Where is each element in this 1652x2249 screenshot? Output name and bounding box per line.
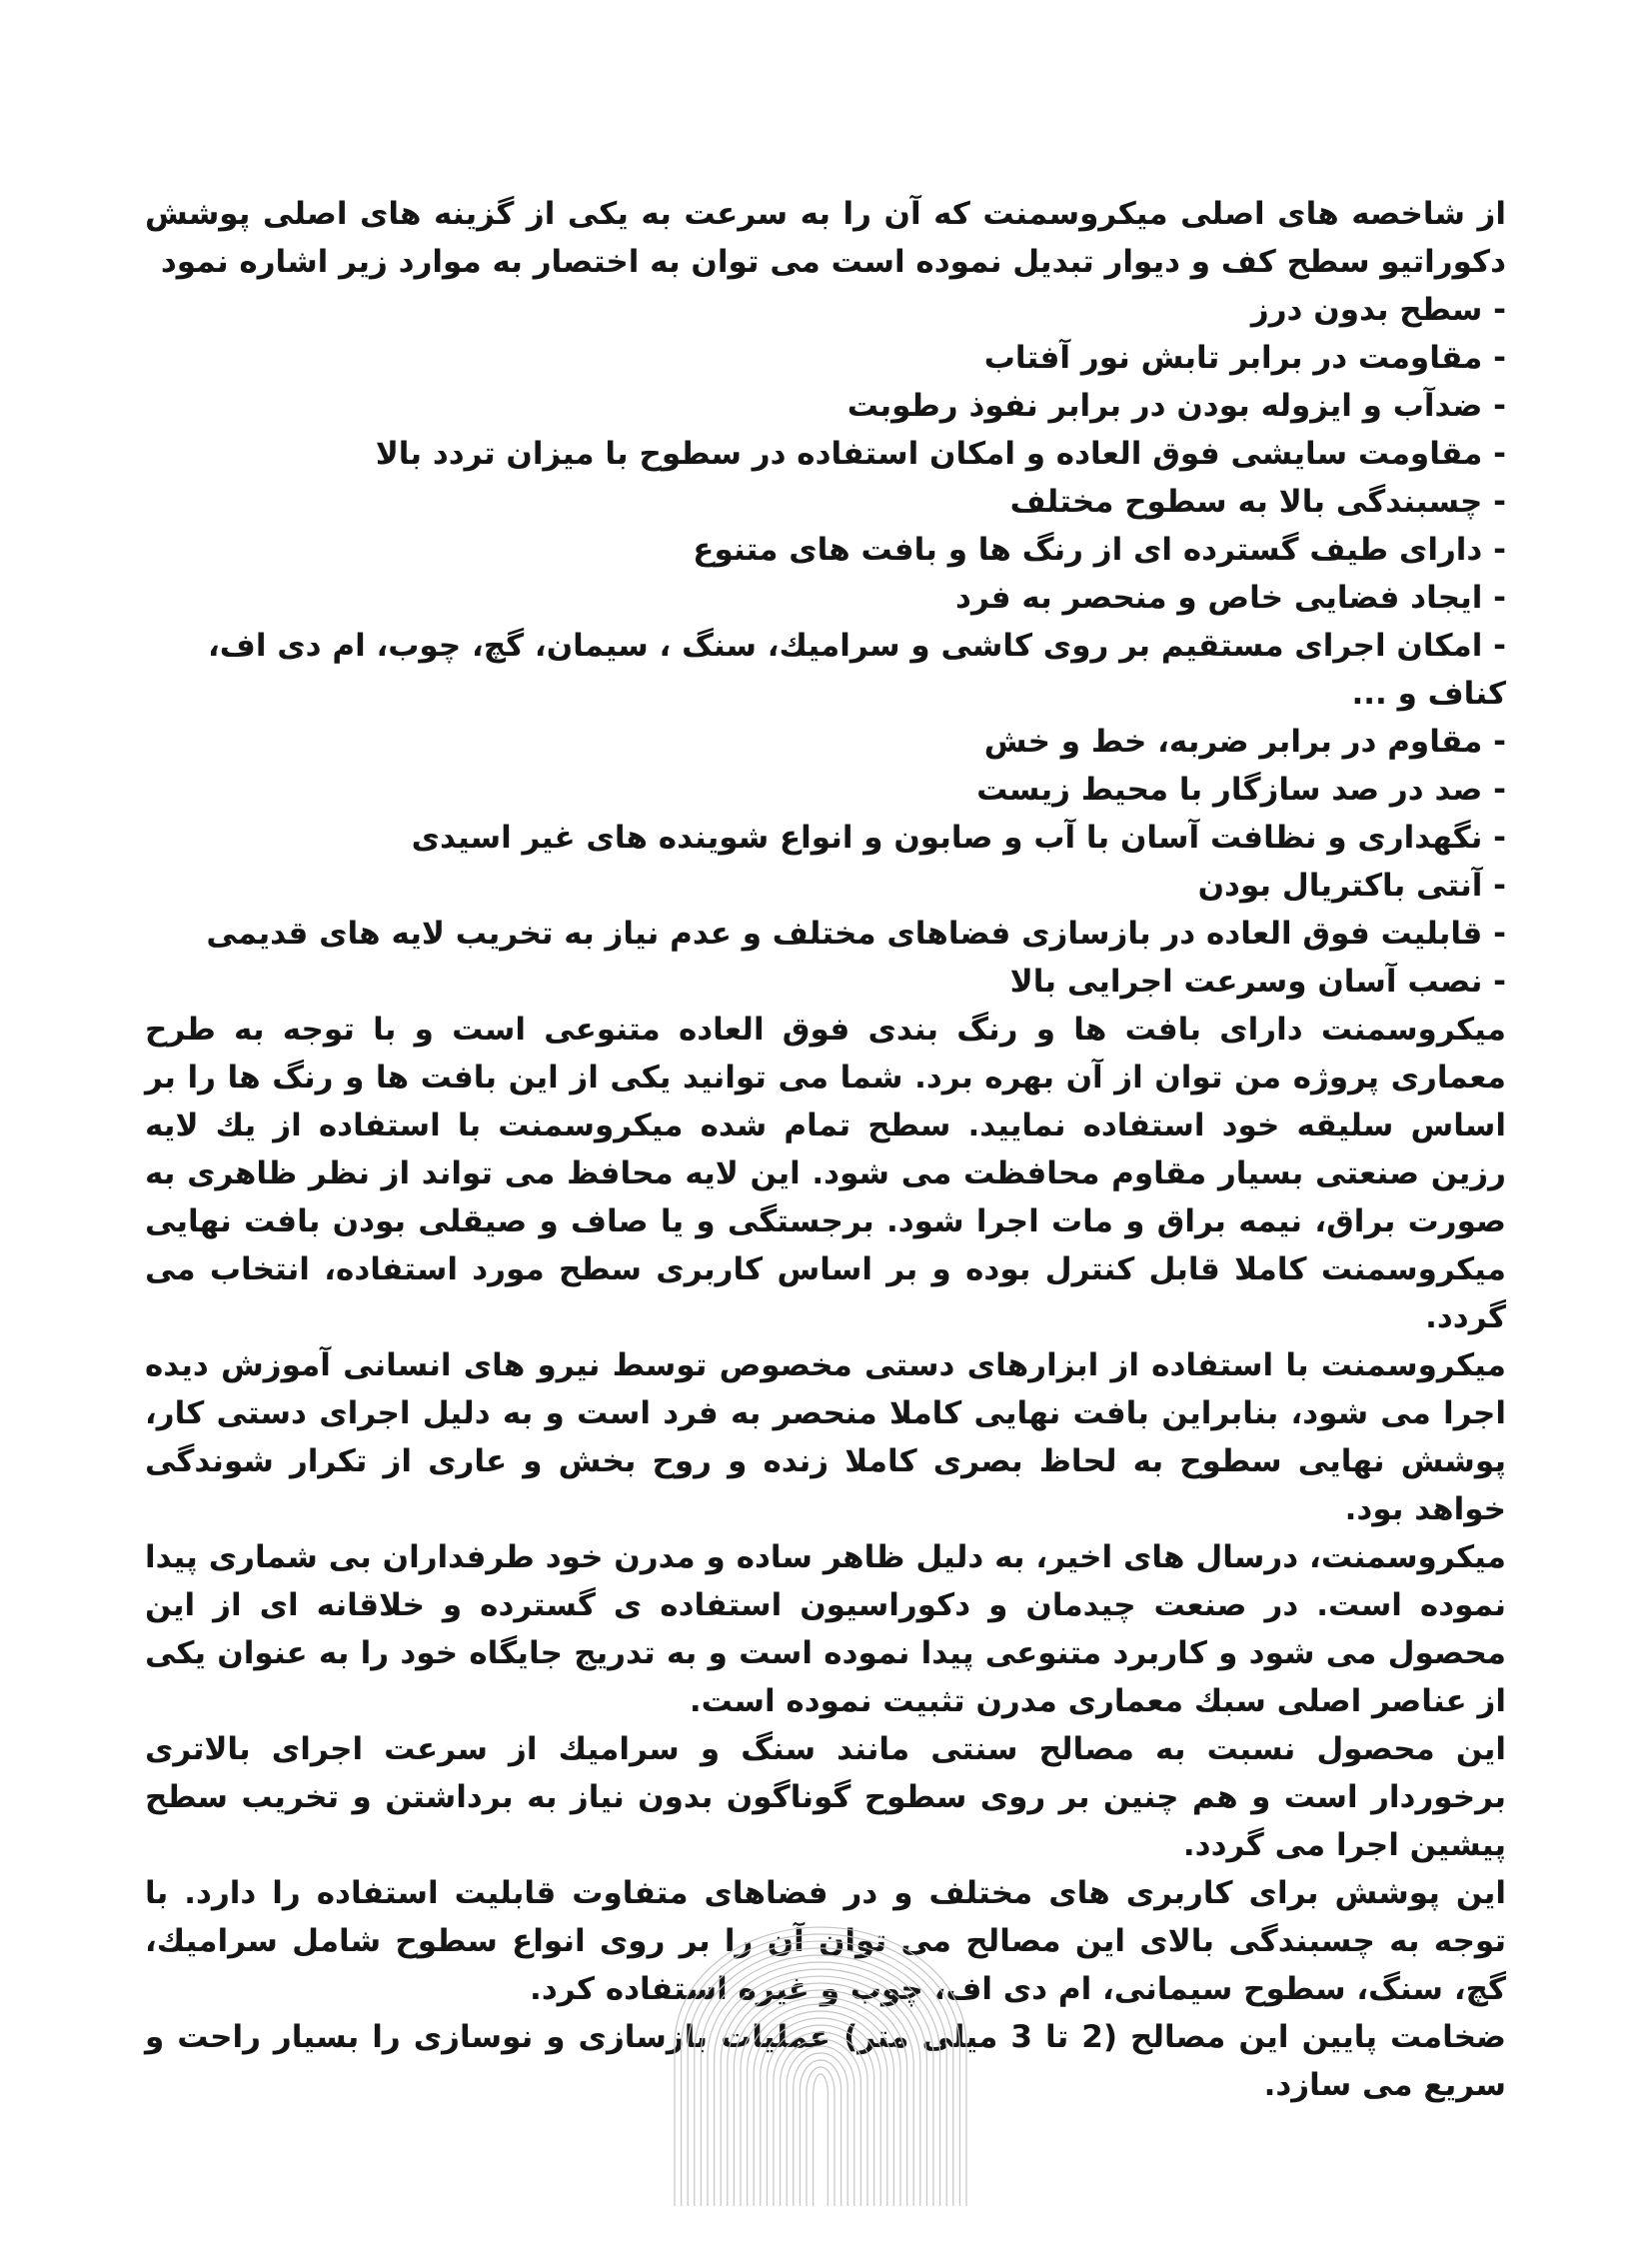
- feature-item: - نگهداری و نظافت آسان با آب و صابون و انواع شوینده های غیر اسیدی: [411, 820, 1506, 856]
- paragraph: ضخامت پایین این مصالح (2 تا 3 میلی متر) عملیات بازسازی و نوسازی را بسیار راحت و سریع می سازد.: [145, 2019, 1507, 2103]
- feature-item: - ایجاد فضایی خاص و منحصر به فرد: [955, 580, 1506, 616]
- arch-fingerprint-decoration: [663, 1921, 982, 2211]
- feature-item: - آنتی باکتریال بودن: [1197, 868, 1506, 904]
- feature-item: - سطح بدون درز: [1250, 292, 1506, 328]
- feature-item: - دارای طیف گسترده ای از رنگ ها و بافت های متنوع: [693, 532, 1506, 568]
- arch-line: [794, 2053, 847, 2206]
- feature-item: - چسبندگی بالا به سطوح مختلف: [1009, 484, 1506, 520]
- paragraph: این پوشش برای کاربری های مختلف و در فضاهای متفاوت قابلیت استفاده را دارد. با توجه به چسبندگی بالای این مصالح می توان آن را بر روی انواع سطوح شامل سرامیك، گچ، سنگ، سطوح سیمانی، ام دی اف، چوب و غیره استفاده کرد.: [145, 1875, 1506, 2007]
- arch-line: [741, 1997, 900, 2206]
- paragraph: میکروسمنت با استفاده از ابزارهای دستی مخصوص توسط نیرو های انسانی آموزش دیده اجرا می شود، بنابراین بافت نهایی کاملا منحصر به فرد است و به دلیل اجرای دستی کار، پوشش نهایی سطوح به لحاظ بصری کاملا زنده و روح بخش و عاری از تکرار شوندگی خواهد بود.: [145, 1347, 1506, 1527]
- feature-item: - صد در صد سازگار با محیط زیست: [976, 772, 1506, 808]
- arch-line: [814, 2074, 828, 2206]
- arch-line: [748, 2004, 894, 2206]
- feature-item: - امکان اجرای مستقیم بر روی کاشی و سرامیك، سنگ ، سیمان، گچ، چوب، ام دی اف، کناف و ...: [208, 628, 1506, 712]
- arch-line: [807, 2067, 834, 2206]
- feature-item: - نصب آسان وسرعت اجرایی بالا: [1009, 964, 1506, 1000]
- arch-line: [682, 1934, 960, 2206]
- feature-item: - مقاومت سایشی فوق العاده و امکان استفاده در سطوح با میزان تردد بالا: [375, 436, 1506, 472]
- arch-line: [767, 2025, 873, 2206]
- feature-list: [145, 286, 1506, 1006]
- feature-item: - مقاوم در برابر ضربه، خط و خش: [983, 724, 1506, 760]
- feature-item: - قابلیت فوق العاده در بازسازی فضاهای مختلف و عدم نیاز به تخریب لایه های قدیمی: [206, 916, 1506, 952]
- paragraph: میکروسمنت دارای بافت ها و رنگ بندی فوق العاده متنوعی است و با توجه به طرح معماری پروژه من توان از آن بهره برد. شما می توانید یکی از این بافت ها و رنگ ها را بر اساس سلیقه خود استفاده نمایید. سطح تمام شده میکروسمنت با استفاده از یك لایه رزین صنعتی بسیار مقاوم محافظت می شود. این لایه محافظ می تواند از نظر ظاهری به صورت براق، نیمه براق و مات اجرا شود. برجستگی و یا صاف و صیقلی بودن بافت نهایی میکروسمنت کاملا قابل کنترل بوده و بر اساس کاربری سطح مورد استفاده، انتخاب می گردد.: [145, 1012, 1506, 1335]
- feature-item: - مقاومت در برابر تابش نور آفتاب: [983, 340, 1506, 376]
- paragraph: میکروسمنت، درسال های اخیر، به دلیل ظاهر ساده و مدرن خود طرفداران بی شماری پیدا نموده است. در صنعت چیدمان و دکوراسیون استفاده ی گسترده و خلاقانه ای از این محصول می شود و کاربرد متنوعی پیدا نموده است و به تدریج جایگاه خود را به عنوان یکی از عناصر اصلی سبك معماری مدرن تثبیت نموده است.: [145, 1539, 1506, 1719]
- feature-item: - ضدآب و ایزوله بودن در برابر نفوذ رطوبت: [846, 388, 1506, 424]
- paragraph: این محصول نسبت به مصالح سنتی مانند سنگ و سرامیك از سرعت اجرای بالاتری برخوردار است و هم چنین بر روی سطوح گوناگون بدون نیاز به برداشتن و تخریب سطح پیشین اجرا می گردد.: [145, 1731, 1506, 1863]
- intro-paragraph: از شاخصه های اصلی میکروسمنت که آن را به سرعت به یکی از گزینه های اصلی پوشش دکوراتیو سطح کف و دیوار تبدیل نموده است می توان به اختصار به موارد زیر اشاره نمود: [145, 196, 1506, 280]
- text-body: [145, 190, 1506, 2109]
